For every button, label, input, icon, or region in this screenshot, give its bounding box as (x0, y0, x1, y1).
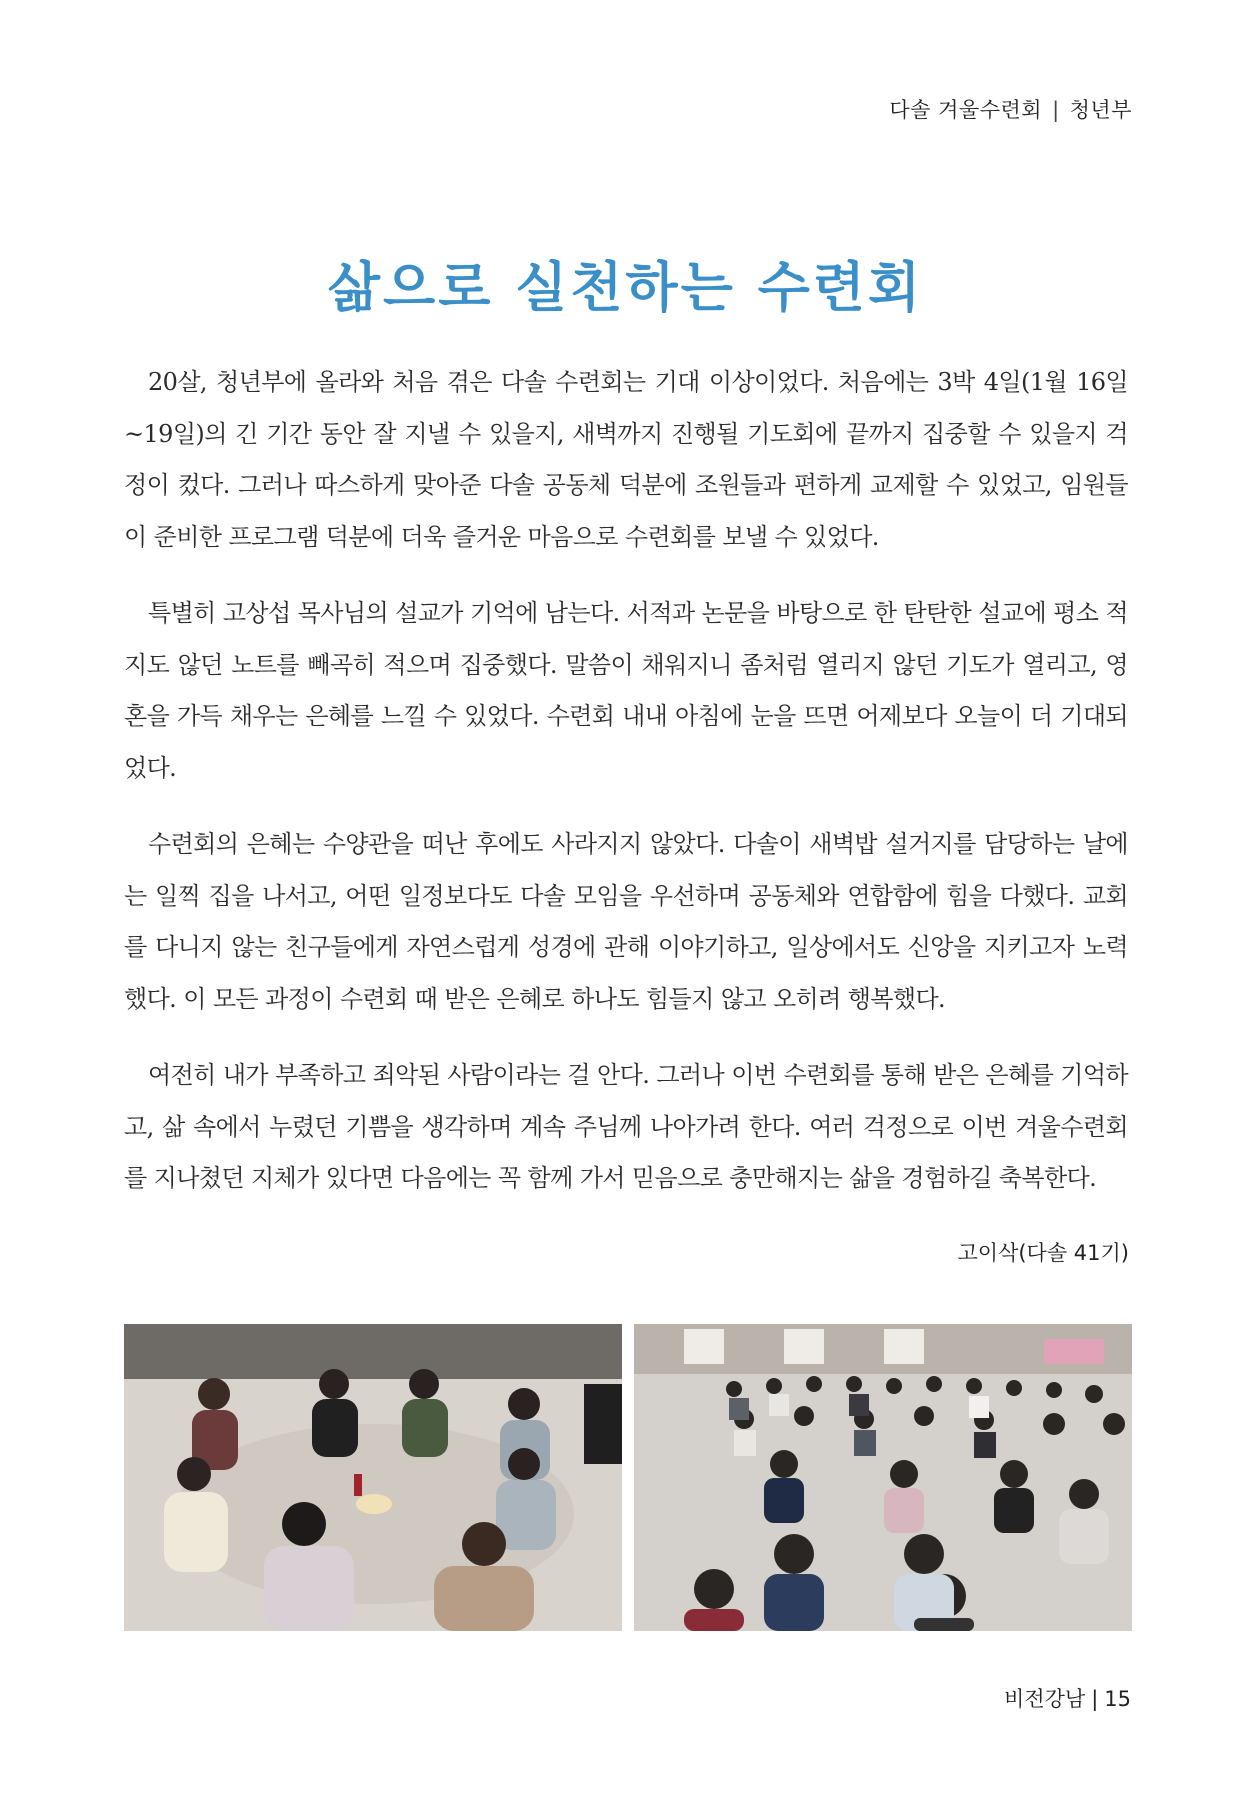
header-divider: | (1052, 98, 1060, 122)
header-section: 다솔 겨울수련회 (889, 98, 1043, 122)
paragraph: 여전히 내가 부족하고 죄악된 사람이라는 걸 안다. 그러나 이번 수련회를 통해 받은 은혜를 기억하고, 삶 속에서 누렸던 기쁨을 생각하며 계속 주님께 나아가려 한다. 여러 걱정으로 이번 겨울수련회를 지나쳤던 지체가 있다면 다음에는 꼭 함께 가서 믿음으로 충만해지는 삶을 경험하길 축복한다. (124, 1061, 1128, 1192)
footer-magazine: 비전강남 (1004, 1687, 1086, 1711)
header-department: 청년부 (1069, 98, 1132, 122)
page-footer (1004, 1683, 1131, 1713)
article-title: 삶으로 실천하는 수련회 (327, 256, 924, 319)
paragraph: 20살, 청년부에 올라와 처음 겪은 다솔 수련회는 기대 이상이었다. 처음에는 3박 4일(1월 16일~19일)의 긴 기간 동안 잘 지낼 수 있을지, 새벽까지 진행될 기도회에 끝까지 집중할 수 있을지 걱정이 컸다. 그러나 따스하게 맞아준 다솔 공동체 덕분에 조원들과 편하게 교제할 수 있었고, 임원들이 준비한 프로그램 덕분에 더욱 즐거운 마음으로 수련회를 보낼 수 있었다. (124, 368, 1128, 551)
paragraph: 특별히 고상섭 목사님의 설교가 기억에 남는다. 서적과 논문을 바탕으로 한 탄탄한 설교에 평소 적지도 않던 노트를 빼곡히 적으며 집중했다. 말씀이 채워지니 좀처럼 열리지 않던 기도가 열리고, 영혼을 가득 채우는 은혜를 느낄 수 있었다. 수련회 내내 아침에 눈을 뜨면 어제보다 오늘이 더 기대되었다. (124, 599, 1128, 782)
page-number: 15 (1104, 1687, 1131, 1711)
photo-group-meal (124, 1324, 622, 1631)
photo-hall-worship (634, 1324, 1132, 1631)
running-header (889, 94, 1132, 124)
footer-divider: | (1091, 1687, 1099, 1711)
paragraph: 수련회의 은혜는 수양관을 떠난 후에도 사라지지 않았다. 다솔이 새벽밥 설거지를 담당하는 날에는 일찍 집을 나서고, 어떤 일정보다도 다솔 모임을 우선하며 공동체와 연합함에 힘을 다했다. 교회를 다니지 않는 친구들에게 자연스럽게 성경에 관해 이야기하고, 일상에서도 신앙을 지키고자 노력했다. 이 모든 과정이 수련회 때 받은 은혜로 하나도 힘들지 않고 오히려 행복했다. (124, 830, 1128, 1013)
author-byline: 고이삭(다솔 41기) (957, 1241, 1129, 1265)
article-body (124, 357, 1128, 1230)
